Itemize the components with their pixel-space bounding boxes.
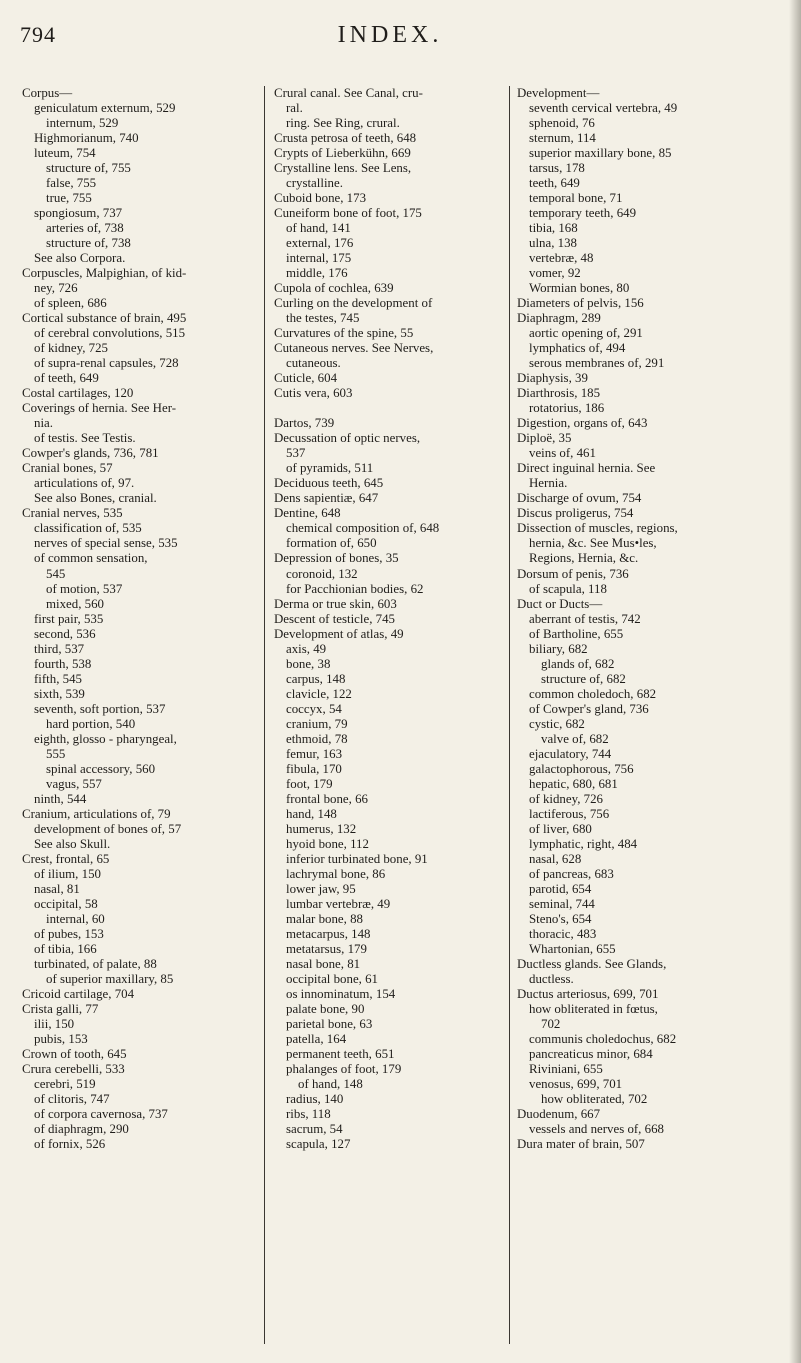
index-entry: formation of, 650 <box>286 536 377 551</box>
index-entry: spongiosum, 737 <box>34 206 123 221</box>
index-entry: os innominatum, 154 <box>286 986 396 1001</box>
index-entry: hernia, &c. See Mus•les, <box>529 536 657 551</box>
index-entry: of kidney, 725 <box>34 341 108 356</box>
index-entry: of teeth, 649 <box>34 371 99 386</box>
column-divider <box>509 86 510 1344</box>
index-entry: spinal accessory, 560 <box>46 761 156 776</box>
index-entry: Decussation of optic nerves, <box>274 431 421 446</box>
index-entry: 555 <box>46 746 66 761</box>
index-entry: hand, 148 <box>286 806 337 821</box>
index-entry: Wormian bones, 80 <box>529 281 630 296</box>
index-entry: Diaphragm, 289 <box>517 311 601 326</box>
index-entry: clavicle, 122 <box>286 686 352 701</box>
index-entry: of motion, 537 <box>46 581 123 596</box>
index-entry: eighth, glosso - pharyngeal, <box>34 731 177 746</box>
index-entry: ethmoid, 78 <box>286 731 348 746</box>
index-entry: lower jaw, 95 <box>286 881 356 896</box>
index-entry: second, 536 <box>34 626 96 641</box>
index-entry: ral. <box>286 101 303 116</box>
index-entry: of hand, 141 <box>286 221 351 236</box>
index-entry: Diploë, 35 <box>517 431 572 446</box>
index-entry: ulna, 138 <box>529 236 577 251</box>
index-entry: of clitoris, 747 <box>34 1092 110 1107</box>
index-entry: Deciduous teeth, 645 <box>274 476 384 491</box>
index-entry: how obliterated, 702 <box>541 1092 648 1107</box>
index-entry: fifth, 545 <box>34 671 82 686</box>
index-entry: tibia, 168 <box>529 221 578 236</box>
index-entry: Diarthrosis, 185 <box>517 386 601 401</box>
index-entry: nasal, 628 <box>529 851 582 866</box>
index-entry: vertebræ, 48 <box>529 251 594 266</box>
index-entry: geniculatum externum, 529 <box>34 101 176 116</box>
index-entry: arteries of, 738 <box>46 221 124 236</box>
index-entry: Digestion, organs of, 643 <box>517 416 648 431</box>
index-entry: vessels and nerves of, 668 <box>529 1122 664 1137</box>
index-entry: Duct or Ducts— <box>517 596 603 611</box>
index-entry: Crown of tooth, 645 <box>22 1047 127 1061</box>
index-entry: Corpuscles, Malpighian, of kid- <box>22 266 187 281</box>
index-entry: Cortical substance of brain, 495 <box>22 311 187 326</box>
index-entry: Crypts of Lieberkühn, 669 <box>274 146 411 161</box>
index-entry: coronoid, 132 <box>286 566 358 581</box>
index-entry: Cuneiform bone of foot, 175 <box>274 206 422 221</box>
index-entry: of fornix, 526 <box>34 1137 106 1152</box>
index-entry: Cutis vera, 603 <box>274 386 353 401</box>
index-entry: of hand, 148 <box>298 1077 363 1092</box>
index-entry: temporal bone, 71 <box>529 191 623 206</box>
index-entry: seventh cervical vertebra, 49 <box>529 101 678 116</box>
index-entry: communis choledochus, 682 <box>529 1031 677 1046</box>
index-entry: of testis. See Testis. <box>34 431 136 446</box>
index-entry: internum, 529 <box>46 116 119 131</box>
index-entry: See also Skull. <box>34 836 111 851</box>
index-entry: serous membranes of, 291 <box>529 356 665 371</box>
index-entry: temporary teeth, 649 <box>529 206 637 221</box>
index-entry: Curvatures of the spine, 55 <box>274 326 414 341</box>
index-entry: sphenoid, 76 <box>529 116 595 131</box>
index-entry: valve of, 682 <box>541 731 609 746</box>
index-entry: of Bartholine, 655 <box>529 626 624 641</box>
index-entry: coccyx, 54 <box>286 701 342 716</box>
index-entry: Diaphysis, 39 <box>517 371 588 386</box>
index-entry: tarsus, 178 <box>529 161 585 176</box>
index-entry: seminal, 744 <box>529 896 595 911</box>
index-entry: Dens sapientiæ, 647 <box>274 491 379 506</box>
index-entry: Curling on the development of <box>274 296 433 311</box>
index-entry: of common sensation, <box>34 551 148 566</box>
index-entry: common choledoch, 682 <box>529 686 657 701</box>
index-entry: lymphatic, right, 484 <box>529 836 638 851</box>
index-entry: Dissection of muscles, regions, <box>517 521 678 536</box>
index-entry: structure of, 755 <box>46 161 131 176</box>
index-entry: pancreaticus minor, 684 <box>529 1047 653 1061</box>
index-entry: aberrant of testis, 742 <box>529 611 641 626</box>
page-header <box>20 22 760 62</box>
index-entry: how obliterated in fœtus, <box>529 1001 658 1016</box>
index-entry: crystalline. <box>286 176 343 191</box>
index-entry: third, 537 <box>34 641 85 656</box>
index-entry: of scapula, 118 <box>529 581 607 596</box>
index-column-3 <box>517 86 757 1152</box>
index-entry: of kidney, 726 <box>529 791 603 806</box>
index-entry: nasal bone, 81 <box>286 956 361 971</box>
index-entry: rotatorius, 186 <box>529 401 605 416</box>
index-entry: venosus, 699, 701 <box>529 1077 623 1092</box>
index-entry: Costal cartilages, 120 <box>22 386 134 401</box>
index-entry: parotid, 654 <box>529 881 592 896</box>
index-column-1 <box>22 86 262 1152</box>
index-entry: Ductless glands. See Glands, <box>517 956 667 971</box>
index-entry: false, 755 <box>46 176 97 191</box>
index-entry: malar bone, 88 <box>286 911 363 926</box>
index-entry: Coverings of hernia. See Her- <box>22 401 177 416</box>
index-entry: inferior turbinated bone, 91 <box>286 851 428 866</box>
index-entry: metatarsus, 179 <box>286 941 367 956</box>
index-entry: Crystalline lens. See Lens, <box>274 161 412 176</box>
index-entry <box>274 401 514 416</box>
index-entry: articulations of, 97. <box>34 476 135 491</box>
index-entry: radius, 140 <box>286 1092 344 1107</box>
page-number: 794 <box>20 22 56 47</box>
index-entry: veins of, 461 <box>529 446 596 461</box>
index-entry: cutaneous. <box>286 356 341 371</box>
index-entry: Development of atlas, 49 <box>274 626 404 641</box>
index-entry: classification of, 535 <box>34 521 142 536</box>
index-entry: Corpus— <box>22 86 73 100</box>
index-entry: See also Bones, cranial. <box>34 491 157 506</box>
index-entry: of pancreas, 683 <box>529 866 614 881</box>
index-entry: Cranial nerves, 535 <box>22 506 123 521</box>
index-entry: Crista galli, 77 <box>22 1001 99 1016</box>
index-entry: palate bone, 90 <box>286 1001 365 1016</box>
index-entry: aortic opening of, 291 <box>529 326 643 341</box>
index-entry: ejaculatory, 744 <box>529 746 612 761</box>
index-entry: 545 <box>46 566 66 581</box>
page-title: INDEX. <box>337 22 443 48</box>
index-entry: of tibia, 166 <box>34 941 97 956</box>
index-entry: sternum, 114 <box>529 131 596 146</box>
index-entry: sacrum, 54 <box>286 1122 343 1137</box>
index-entry: Crest, frontal, 65 <box>22 851 110 866</box>
index-entry: Cowper's glands, 736, 781 <box>22 446 159 461</box>
index-entry: Steno's, 654 <box>529 911 592 926</box>
index-entry: Dorsum of penis, 736 <box>517 566 629 581</box>
index-entry: structure of, 738 <box>46 236 131 251</box>
index-entry: ninth, 544 <box>34 791 87 806</box>
page-edge-shadow <box>789 0 801 1363</box>
index-entry: Direct inguinal hernia. See <box>517 461 656 476</box>
index-entry: Hernia. <box>529 476 568 491</box>
index-entry: of pubes, 153 <box>34 926 104 941</box>
index-entry: Cupola of cochlea, 639 <box>274 281 394 296</box>
index-entry: Highmorianum, 740 <box>34 131 139 146</box>
index-entry: superior maxillary bone, 85 <box>529 146 672 161</box>
index-entry: Cranial bones, 57 <box>22 461 113 476</box>
index-entry: bone, 38 <box>286 656 331 671</box>
index-entry: internal, 60 <box>46 911 105 926</box>
index-entry: sixth, 539 <box>34 686 85 701</box>
index-entry: for Pacchionian bodies, 62 <box>286 581 424 596</box>
index-entry: middle, 176 <box>286 266 348 281</box>
index-entry: ilii, 150 <box>34 1016 75 1031</box>
index-entry: femur, 163 <box>286 746 343 761</box>
index-entry: lumbar vertebræ, 49 <box>286 896 391 911</box>
index-entry: Cricoid cartilage, 704 <box>22 986 135 1001</box>
index-entry: turbinated, of palate, 88 <box>34 956 157 971</box>
index-entry: of corpora cavernosa, 737 <box>34 1107 168 1122</box>
index-entry: fourth, 538 <box>34 656 92 671</box>
index-entry: frontal bone, 66 <box>286 791 368 806</box>
index-entry: Derma or true skin, 603 <box>274 596 397 611</box>
index-entry: 537 <box>286 446 306 461</box>
index-entry: Duodenum, 667 <box>517 1107 601 1122</box>
index-entry: Whartonian, 655 <box>529 941 616 956</box>
index-entry: occipital bone, 61 <box>286 971 378 986</box>
index-entry: lactiferous, 756 <box>529 806 610 821</box>
index-entry: thoracic, 483 <box>529 926 597 941</box>
index-entry: biliary, 682 <box>529 641 588 656</box>
index-entry: of pyramids, 511 <box>286 461 374 476</box>
index-entry: of cerebral convolutions, 515 <box>34 326 186 341</box>
index-entry: vomer, 92 <box>529 266 581 281</box>
index-entry: ring. See Ring, crural. <box>286 116 400 131</box>
index-entry: carpus, 148 <box>286 671 346 686</box>
index-entry: Crural canal. See Canal, cru- <box>274 86 423 100</box>
index-entry: chemical composition of, 648 <box>286 521 440 536</box>
index-entry: Ductus arteriosus, 699, 701 <box>517 986 659 1001</box>
index-entry: phalanges of foot, 179 <box>286 1062 402 1077</box>
index-entry: metacarpus, 148 <box>286 926 371 941</box>
index-entry: first pair, 535 <box>34 611 104 626</box>
index-entry: See also Corpora. <box>34 251 126 266</box>
index-entry: ney, 726 <box>34 281 78 296</box>
index-entry: of diaphragm, 290 <box>34 1122 129 1137</box>
index-entry: vagus, 557 <box>46 776 102 791</box>
index-entry: Discharge of ovum, 754 <box>517 491 642 506</box>
index-entry: humerus, 132 <box>286 821 357 836</box>
index-entry: nia. <box>34 416 53 431</box>
index-entry: structure of, 682 <box>541 671 626 686</box>
index-entry: Crura cerebelli, 533 <box>22 1062 125 1077</box>
index-entry: seventh, soft portion, 537 <box>34 701 166 716</box>
index-entry: Development— <box>517 86 600 100</box>
index-entry: external, 176 <box>286 236 354 251</box>
index-entry: Dartos, 739 <box>274 416 335 431</box>
index-entry: of superior maxillary, 85 <box>46 971 174 986</box>
index-entry: scapula, 127 <box>286 1137 351 1152</box>
index-entry: permanent teeth, 651 <box>286 1047 395 1061</box>
index-entry: cerebri, 519 <box>34 1077 96 1092</box>
index-entry: Cuboid bone, 173 <box>274 191 367 206</box>
index-entry: fibula, 170 <box>286 761 342 776</box>
index-entry: pubis, 153 <box>34 1031 88 1046</box>
index-entry: lymphatics of, 494 <box>529 341 626 356</box>
index-entry: nerves of special sense, 535 <box>34 536 178 551</box>
index-entry: foot, 179 <box>286 776 333 791</box>
index-entry: mixed, 560 <box>46 596 105 611</box>
index-entry: Discus proligerus, 754 <box>517 506 634 521</box>
index-entry: occipital, 58 <box>34 896 98 911</box>
index-entry: hard portion, 540 <box>46 716 136 731</box>
index-entry: of supra-renal capsules, 728 <box>34 356 179 371</box>
index-entry: of liver, 680 <box>529 821 592 836</box>
index-entry: development of bones of, 57 <box>34 821 182 836</box>
index-entry: of spleen, 686 <box>34 296 107 311</box>
index-entry: of ilium, 150 <box>34 866 101 881</box>
index-entry: Riviniani, 655 <box>529 1062 603 1077</box>
index-entry: galactophorous, 756 <box>529 761 634 776</box>
index-columns <box>0 86 801 1356</box>
index-entry: internal, 175 <box>286 251 352 266</box>
index-entry: 702 <box>541 1016 561 1031</box>
index-entry: cystic, 682 <box>529 716 585 731</box>
index-entry: teeth, 649 <box>529 176 580 191</box>
index-entry: parietal bone, 63 <box>286 1016 373 1031</box>
index-entry: Dentine, 648 <box>274 506 341 521</box>
index-entry: patella, 164 <box>286 1031 347 1046</box>
index-column-2 <box>274 86 514 1152</box>
index-entry: glands of, 682 <box>541 656 615 671</box>
index-entry: Depression of bones, 35 <box>274 551 399 566</box>
index-entry: the testes, 745 <box>286 311 360 326</box>
index-entry: Cutaneous nerves. See Nerves, <box>274 341 434 356</box>
index-entry: Crusta petrosa of teeth, 648 <box>274 131 417 146</box>
index-entry: Dura mater of brain, 507 <box>517 1137 645 1152</box>
index-entry: hepatic, 680, 681 <box>529 776 618 791</box>
index-entry: ribs, 118 <box>286 1107 331 1122</box>
column-divider <box>264 86 265 1344</box>
index-entry: luteum, 754 <box>34 146 96 161</box>
index-entry: true, 755 <box>46 191 92 206</box>
index-entry: lachrymal bone, 86 <box>286 866 386 881</box>
index-entry: Cuticle, 604 <box>274 371 338 386</box>
index-entry: Regions, Hernia, &c. <box>529 551 639 566</box>
index-entry: hyoid bone, 112 <box>286 836 369 851</box>
index-entry: Cranium, articulations of, 79 <box>22 806 171 821</box>
index-entry: nasal, 81 <box>34 881 80 896</box>
index-entry: of Cowper's gland, 736 <box>529 701 649 716</box>
index-entry: Descent of testicle, 745 <box>274 611 395 626</box>
index-entry: Diameters of pelvis, 156 <box>517 296 644 311</box>
index-entry: cranium, 79 <box>286 716 348 731</box>
index-entry: axis, 49 <box>286 641 327 656</box>
index-entry: ductless. <box>529 971 574 986</box>
